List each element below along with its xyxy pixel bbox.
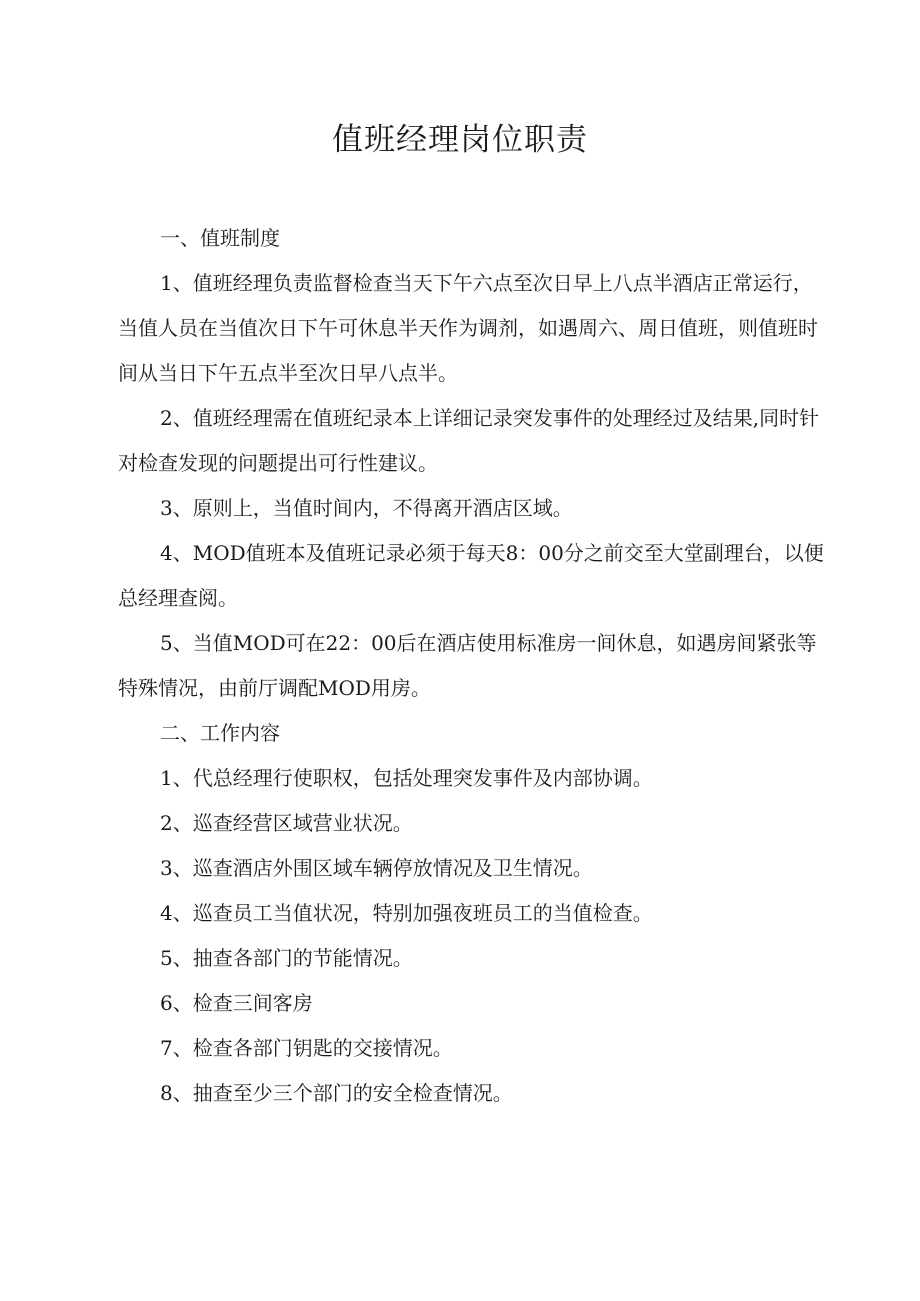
section-heading: 一、值班制度 bbox=[160, 226, 280, 250]
paragraph-duty-4: 4、MOD值班本及值班记录必须于每天8：00分之前交至大堂副理台，以便总经理查阅。 bbox=[118, 541, 824, 610]
paragraph-duty-2: 2、值班经理需在值班纪录本上详细记录突发事件的处理经过及结果,同时针对检查发现的问题提出可行性建议。 bbox=[118, 406, 820, 475]
paragraph-work-3: 3、巡查酒店外围区域车辆停放情况及卫生情况。 bbox=[160, 856, 593, 880]
paragraph-work-1: 1、代总经理行使职权，包括处理突发事件及内部协调。 bbox=[160, 766, 653, 790]
paragraph-work-8: 8、抽查至少三个部门的安全检查情况。 bbox=[160, 1081, 513, 1105]
paragraph-work-6: 6、检查三间客房 bbox=[160, 991, 313, 1015]
paragraph-duty-1: 1、值班经理负责监督检查当天下午六点至次日早上八点半酒店正常运行，当值人员在当值次日下午可休息半天作为调剂，如遇周六、周日值班，则值班时间从当日下午五点半至次日早八点半。 bbox=[118, 271, 818, 385]
paragraph-work-5: 5、抽查各部门的节能情况。 bbox=[160, 946, 413, 970]
paragraph-work-4: 4、巡查员工当值状况，特别加强夜班员工的当值检查。 bbox=[160, 901, 653, 925]
document-body bbox=[118, 216, 830, 1116]
paragraph-duty-5: 5、当值MOD可在22：00后在酒店使用标准房一间休息，如遇房间紧张等特殊情况，由前厅调配MOD用房。 bbox=[118, 631, 817, 700]
page-title: 值班经理岗位职责 bbox=[332, 122, 588, 158]
section-heading: 二、工作内容 bbox=[160, 721, 280, 745]
paragraph-duty-3: 3、原则上，当值时间内，不得离开酒店区域。 bbox=[160, 496, 573, 520]
paragraph-work-7: 7、检查各部门钥匙的交接情况。 bbox=[160, 1036, 453, 1060]
paragraph-work-2: 2、巡查经营区域营业状况。 bbox=[160, 811, 413, 835]
